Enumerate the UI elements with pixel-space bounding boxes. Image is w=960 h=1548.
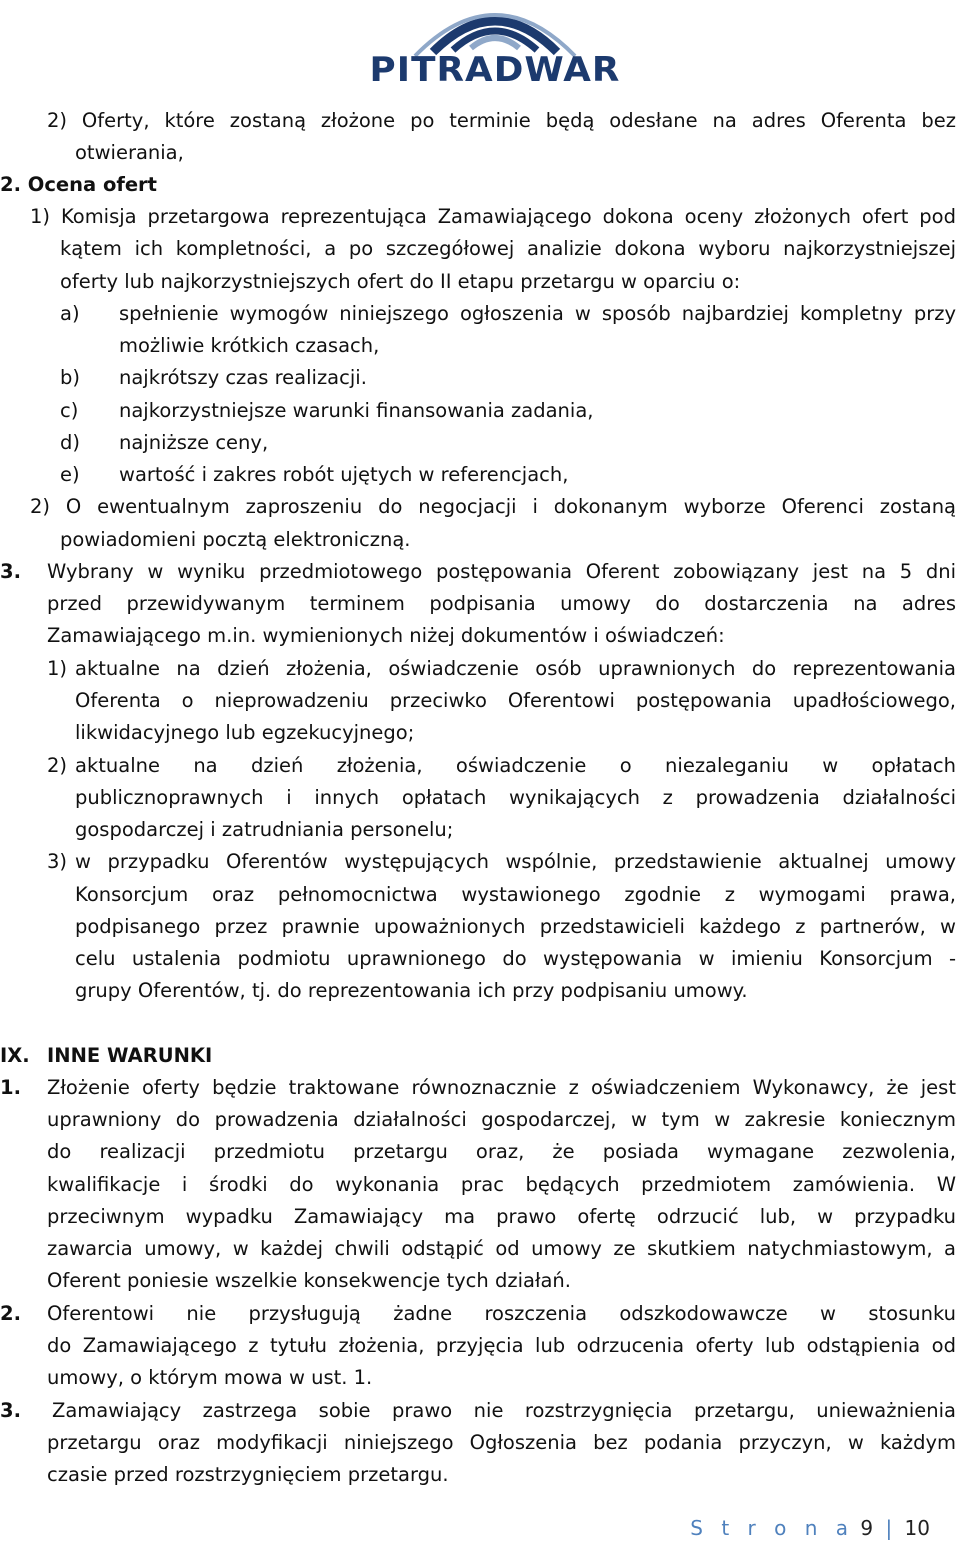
text-line: gospodarczej i zatrudniania personelu; (75, 818, 454, 841)
text-line: do Zamawiającego z tytułu złożenia, przyjęcia lub odrzucenia oferty lub odstąpienia od (47, 1334, 956, 1357)
text-line: c) (60, 399, 79, 422)
footer-page-label: S t r o n a (690, 1516, 854, 1540)
text-line: 2. (0, 1302, 21, 1325)
text-line: a) (60, 302, 80, 325)
text-line: kątem ich kompletności, a po szczegółowej analizie dokona wyboru najkorzystniejszej (60, 237, 956, 260)
text-line: Oferent poniesie wszelkie konsekwencje tych działań. (47, 1269, 571, 1292)
text-line: umowy, o którym mowa w ust. 1. (47, 1366, 373, 1389)
text-line: b) (60, 366, 80, 389)
text-line: publicznoprawnych i innych opłatach wynikających z prowadzenia działalności (75, 786, 956, 809)
text-line: 3. (0, 1399, 21, 1422)
text-line: 3. (0, 560, 21, 583)
text-line-content: Złożenie oferty będzie traktowane równoznacznie z oświadczeniem Wykonawcy, że jest (47, 1076, 956, 1099)
company-logo (355, 0, 635, 90)
page-footer (690, 1516, 930, 1540)
footer-page-number: 9 (860, 1516, 874, 1540)
text-line: Oferenta o nieprowadzeniu przeciwko Oferentowi postępowania upadłościowego, (75, 689, 956, 712)
text-line: zawarcia umowy, w każdej chwili odstąpić od umowy ze skutkiem natychmiastowym, a (47, 1237, 956, 1260)
text-line-content: Zamawiający zastrzega sobie prawo nie rozstrzygnięcia przetargu, unieważnienia (52, 1399, 956, 1422)
text-line: 1. (0, 1076, 21, 1099)
text-line-content: Wybrany w wyniku przedmiotowego postępowania Oferent zobowiązany jest na 5 dni (47, 560, 956, 583)
text-line: 2. Ocena ofert (0, 173, 157, 196)
text-line-content: aktualne na dzień złożenia, oświadczenie osób uprawnionych do reprezentowania (75, 657, 956, 680)
text-line: Konsorcjum oraz pełnomocnictwa wystawionego zgodnie z wymogami prawa, (75, 883, 956, 906)
text-line: przed przewidywanym terminem podpisania umowy do dostarczenia na adres (47, 592, 956, 615)
text-line: likwidacyjnego lub egzekucyjnego; (75, 721, 415, 744)
text-line: celu ustalenia podmiotu uprawnionego do występowania w imieniu Konsorcjum - (75, 947, 956, 970)
text-line-content: aktualne na dzień złożenia, oświadczenie o niezaleganiu w opłatach (75, 754, 956, 777)
text-line: e) (60, 463, 80, 486)
text-line-content: najniższe ceny, (119, 431, 269, 454)
text-line: uprawniony do prowadzenia działalności gospodarczej, w tym w zakresie koniecznym (47, 1108, 956, 1131)
text-line: do realizacji przedmiotu przetargu oraz, że posiada wymagane zezwolenia, (47, 1140, 956, 1163)
text-line: Zamawiającego m.in. wymienionych niżej dokumentów i oświadczeń: (47, 624, 725, 647)
text-line: 1) (47, 657, 68, 680)
footer-separator: | (885, 1516, 893, 1540)
text-line: kwalifikacje i środki do wykonania prac będących przedmiotem zamówienia. W (47, 1173, 956, 1196)
footer-page-total: 10 (904, 1516, 930, 1540)
text-line-content: najkorzystniejsze warunki finansowania zadania, (119, 399, 594, 422)
text-line: podpisanego przez prawnie upoważnionych przedstawicieli każdego z partnerów, w (75, 915, 956, 938)
text-line-content: INNE WARUNKI (47, 1044, 213, 1067)
text-line-content: wartość i zakres robót ujętych w referencjach, (119, 463, 569, 486)
text-line: 2) O ewentualnym zaproszeniu do negocjacji i dokonanym wyborze Oferenci zostaną (30, 495, 956, 518)
logo-wordmark: PITRADWAR (369, 50, 621, 90)
text-line: 2) (47, 754, 68, 777)
text-line: oferty lub najkorzystniejszych ofert do II etapu przetargu w oparciu o: (60, 270, 741, 293)
text-line: możliwie krótkich czasach, (119, 334, 380, 357)
text-line: 2) Oferty, które zostaną złożone po terminie będą odesłane na adres Oferenta bez (47, 109, 956, 132)
text-line-content: spełnienie wymogów niniejszego ogłoszenia w sposób najbardziej kompletny przy (119, 302, 956, 325)
text-line-content: Oferentowi nie przysługują żadne roszczenia odszkodowawcze w stosunku (47, 1302, 956, 1325)
text-line: powiadomieni pocztą elektroniczną. (60, 528, 411, 551)
text-line: otwierania, (75, 141, 184, 164)
text-line: przetargu oraz modyfikacji niniejszego Ogłoszenia bez podania przyczyn, w każdym (47, 1431, 956, 1454)
text-line: czasie przed rozstrzygnięciem przetargu. (47, 1463, 449, 1486)
text-line: grupy Oferentów, tj. do reprezentowania ich przy podpisaniu umowy. (75, 979, 748, 1002)
text-line: d) (60, 431, 80, 454)
text-line: 1) Komisja przetargowa reprezentująca Zamawiającego dokona oceny złożonych ofert pod (30, 205, 956, 228)
text-line: IX. (0, 1044, 30, 1067)
text-line: 3) (47, 850, 68, 873)
text-line: przeciwnym wypadku Zamawiający ma prawo ofertę odrzucić lub, w przypadku (47, 1205, 956, 1228)
text-line-content: w przypadku Oferentów występujących wspólnie, przedstawienie aktualnej umowy (75, 850, 956, 873)
text-line-content: najkrótszy czas realizacji. (119, 366, 367, 389)
